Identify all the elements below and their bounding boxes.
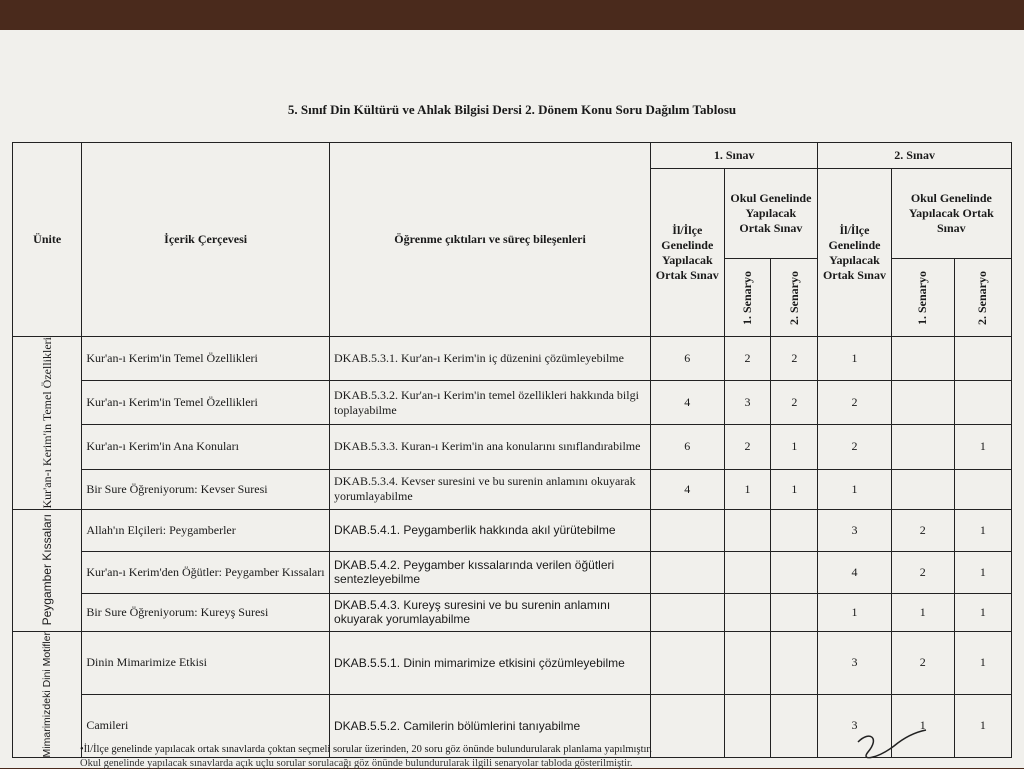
table-row — [13, 593, 1012, 631]
value-cell: 6 — [651, 337, 724, 381]
value-cell: 2 — [891, 509, 954, 551]
page-title: 5. Sınıf Din Kültürü ve Ahlak Bilgisi Dersi 2. Dönem Konu Soru Dağılım Tablosu — [287, 102, 737, 117]
ogrenme-cell: DKAB.5.3.3. Kuran-ı Kerim'in ana konularını sınıflandırabilme — [330, 425, 651, 469]
header-okul-1: Okul Genelinde Yapılacak Ortak Sınav — [724, 169, 818, 259]
value-cell: 2 — [818, 381, 891, 425]
value-cell — [771, 593, 818, 631]
ogrenme-cell: DKAB.5.5.1. Dinin mimarimize etkisini çözümleyebilme — [330, 631, 651, 694]
header-senaryo-2b: 2. Senaryo — [975, 270, 990, 325]
value-cell — [771, 509, 818, 551]
value-cell: 4 — [651, 469, 724, 509]
header-il-ilce-1: İl/İlçe Genelinde Yapılacak Ortak Sınav — [651, 169, 724, 337]
value-cell: 2 — [818, 425, 891, 469]
unit-label: Kur'an-ı Kerim'in Temel Özellikleri — [39, 337, 54, 509]
value-cell: 1 — [818, 593, 891, 631]
header-senaryo-1a: 1. Senaryo — [739, 270, 754, 325]
value-cell — [651, 509, 724, 551]
value-cell: 1 — [724, 469, 771, 509]
header-unite: Ünite — [13, 143, 82, 337]
value-cell: 1 — [954, 425, 1011, 469]
value-cell — [771, 631, 818, 694]
unit-label: Mimarimizdeki Dini Motifler — [41, 631, 54, 757]
table-row — [13, 337, 1012, 381]
value-cell: 1 — [818, 337, 891, 381]
header-sinav2: 2. Sınav — [818, 143, 1012, 169]
value-cell — [954, 337, 1011, 381]
value-cell — [891, 381, 954, 425]
ogrenme-cell: DKAB.5.4.1. Peygamberlik hakkında akıl yürütebilme — [330, 509, 651, 551]
value-cell: 2 — [724, 425, 771, 469]
header-senaryo-1b: 1. Senaryo — [915, 270, 930, 325]
value-cell: 1 — [954, 593, 1011, 631]
header-senaryo-2a: 2. Senaryo — [786, 270, 801, 325]
icerik-cell: Kur'an-ı Kerim'in Temel Özellikleri — [82, 337, 330, 381]
header-icerik: İçerik Çerçevesi — [82, 143, 330, 337]
value-cell: 1 — [891, 593, 954, 631]
value-cell — [724, 551, 771, 593]
value-cell — [651, 631, 724, 694]
icerik-cell: Bir Sure Öğreniyorum: Kevser Suresi — [82, 469, 330, 509]
table-row — [13, 551, 1012, 593]
icerik-cell: Bir Sure Öğreniyorum: Kureyş Suresi — [82, 593, 330, 631]
value-cell: 4 — [818, 551, 891, 593]
value-cell: 1 — [954, 509, 1011, 551]
value-cell: 3 — [818, 509, 891, 551]
value-cell — [891, 469, 954, 509]
table-row — [13, 509, 1012, 551]
value-cell: 2 — [771, 381, 818, 425]
ogrenme-cell: DKAB.5.4.2. Peygamber kıssalarında verilen öğütleri sentezleyebilme — [330, 551, 651, 593]
value-cell: 3 — [818, 631, 891, 694]
distribution-table — [12, 142, 1012, 758]
table-row — [13, 469, 1012, 509]
value-cell: 1 — [891, 694, 954, 757]
value-cell: 3 — [724, 381, 771, 425]
ogrenme-cell: DKAB.5.3.1. Kur'an-ı Kerim'in iç düzenini çözümleyebilme — [330, 337, 651, 381]
unit-label: Peygamber Kıssaları — [40, 514, 55, 626]
value-cell — [954, 469, 1011, 509]
value-cell — [954, 381, 1011, 425]
value-cell: 4 — [651, 381, 724, 425]
icerik-cell: Kur'an-ı Kerim'in Temel Özellikleri — [82, 381, 330, 425]
value-cell: 6 — [651, 425, 724, 469]
ogrenme-cell: DKAB.5.4.3. Kureyş suresini ve bu surenin anlamını okuyarak yorumlayabilme — [330, 593, 651, 631]
value-cell — [724, 509, 771, 551]
icerik-cell: Dinin Mimarimize Etkisi — [82, 631, 330, 694]
footer-note-2: Okul genelinde yapılacak sınavlarda açık uçlu sorular sorulacağı göz önünde bulundurularak ilgili senaryolar tabloda gösterilmiştir. — [80, 758, 633, 769]
value-cell: 1 — [954, 694, 1011, 757]
header-il-ilce-2: İl/İlçe Genelinde Yapılacak Ortak Sınav — [818, 169, 891, 337]
ogrenme-cell: DKAB.5.3.4. Kevser suresini ve bu surenin anlamını okuyarak yorumlayabilme — [330, 469, 651, 509]
footer-note: •İl/İlçe genelinde yapılacak ortak sınavlarda çoktan seçmeli sorular üzerinden, 20 soru göz önünde bulundurularak planlama yapılmıştır. — [80, 744, 652, 755]
value-cell: 2 — [891, 551, 954, 593]
table-row — [13, 631, 1012, 694]
icerik-cell: Kur'an-ı Kerim'den Öğütler: Peygamber Kıssaları — [82, 551, 330, 593]
icerik-cell: Camileri — [82, 694, 330, 757]
header-ogrenme: Öğrenme çıktıları ve süreç bileşenleri — [330, 143, 651, 337]
icerik-cell: Allah'ın Elçileri: Peygamberler — [82, 509, 330, 551]
header-okul-2: Okul Genelinde Yapılacak Ortak Sınav — [891, 169, 1011, 259]
value-cell — [724, 631, 771, 694]
value-cell: 2 — [724, 337, 771, 381]
table-row — [13, 381, 1012, 425]
value-cell — [651, 593, 724, 631]
icerik-cell: Kur'an-ı Kerim'in Ana Konuları — [82, 425, 330, 469]
value-cell: 1 — [954, 551, 1011, 593]
value-cell: 2 — [891, 631, 954, 694]
value-cell — [771, 551, 818, 593]
value-cell: 1 — [954, 631, 1011, 694]
value-cell — [891, 425, 954, 469]
table-row — [13, 425, 1012, 469]
value-cell — [724, 593, 771, 631]
value-cell: 1 — [771, 469, 818, 509]
signature-mark — [850, 728, 930, 768]
value-cell: 2 — [771, 337, 818, 381]
ogrenme-cell: DKAB.5.5.2. Camilerin bölümlerini tanıyabilme — [330, 694, 651, 757]
ogrenme-cell: DKAB.5.3.2. Kur'an-ı Kerim'in temel özellikleri hakkında bilgi toplayabilme — [330, 381, 651, 425]
value-cell — [651, 551, 724, 593]
value-cell: 1 — [818, 469, 891, 509]
value-cell: 1 — [771, 425, 818, 469]
header-sinav1: 1. Sınav — [651, 143, 818, 169]
value-cell: 3 — [818, 694, 891, 757]
value-cell — [891, 337, 954, 381]
